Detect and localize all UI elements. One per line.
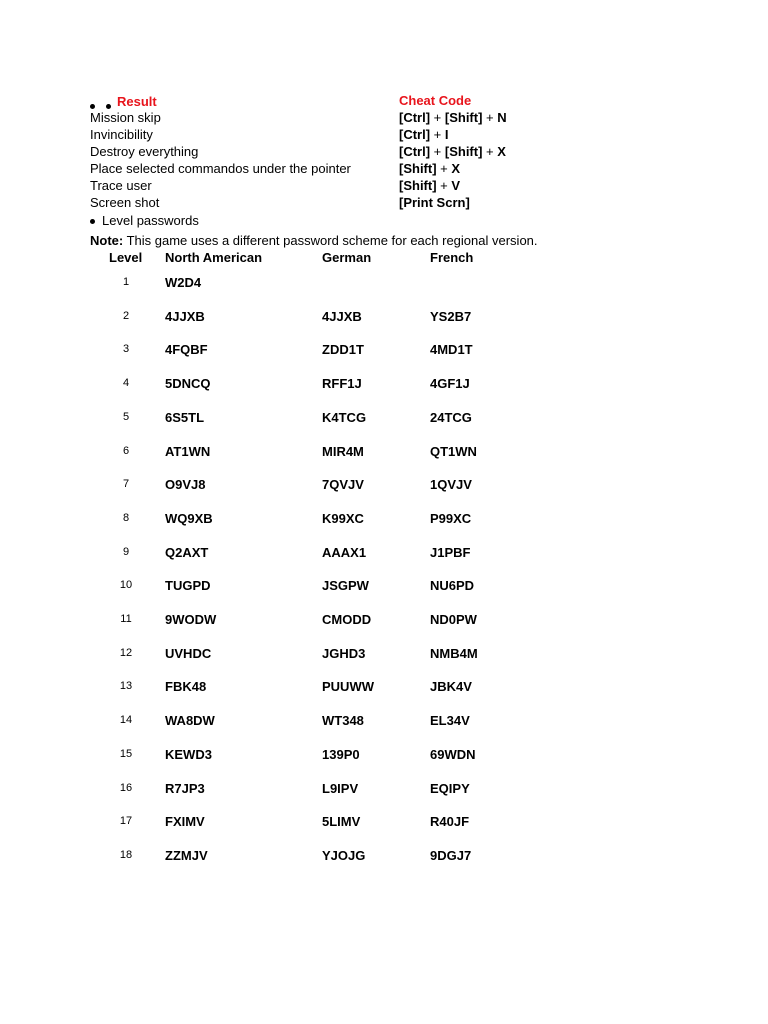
cheat-code-key: X <box>451 161 461 176</box>
french-cell: 69WDN <box>430 747 476 762</box>
table-row <box>0 375 768 392</box>
table-row <box>0 510 768 527</box>
note-body: This game uses a different password scheme for each regional version. <box>123 233 538 248</box>
table-row <box>0 577 768 594</box>
cheat-code-key: [Ctrl] <box>399 144 431 159</box>
french-cell: P99XC <box>430 511 472 526</box>
french-cell: 1QVJV <box>430 477 472 492</box>
level-cell: 3 <box>122 343 130 355</box>
cheat-code-plus: + <box>430 144 445 159</box>
cheat-code-key: [Ctrl] <box>399 127 431 142</box>
north-american-cell: R7JP3 <box>165 781 205 796</box>
table-row <box>0 443 768 460</box>
french-cell: J1PBF <box>430 545 471 560</box>
north-american-cell: AT1WN <box>165 444 211 459</box>
cheat-code-plus: + <box>482 110 498 125</box>
german-cell: 4JJXB <box>322 309 362 324</box>
north-american-cell: W2D4 <box>165 275 202 290</box>
table-row <box>0 746 768 763</box>
north-american-cell: 4JJXB <box>165 309 205 324</box>
german-cell: YJOJG <box>322 848 366 863</box>
level-cell: 6 <box>122 445 130 457</box>
cheat-result: Trace user <box>90 178 152 193</box>
north-american-cell: 5DNCQ <box>165 376 211 391</box>
french-cell: NMB4M <box>430 646 478 661</box>
french-cell: JBK4V <box>430 679 472 694</box>
header-north-american: North American <box>165 250 263 265</box>
french-cell: 4MD1T <box>430 342 473 357</box>
level-cell: 15 <box>119 748 133 760</box>
german-cell: ZDD1T <box>322 342 364 357</box>
table-row <box>0 611 768 628</box>
cheat-result: Destroy everything <box>90 144 199 159</box>
north-american-cell: FBK48 <box>165 679 207 694</box>
level-cell: 8 <box>122 512 130 524</box>
header-level: Level <box>109 250 143 265</box>
cheat-code-key: N <box>497 110 507 125</box>
cheat-code-plus: + <box>436 178 452 193</box>
cheat-result: Place selected commandos under the pointer <box>90 161 351 176</box>
cheat-code-key: X <box>497 144 506 159</box>
french-cell: 24TCG <box>430 410 472 425</box>
table-row <box>0 476 768 493</box>
table-row <box>0 409 768 426</box>
table-row <box>0 308 768 325</box>
north-american-cell: O9VJ8 <box>165 477 206 492</box>
cheat-header-bullets <box>90 98 111 106</box>
cheat-code-key: [Shift] <box>444 110 483 125</box>
cheat-result: Screen shot <box>90 195 160 210</box>
cheat-result: Invincibility <box>90 127 153 142</box>
german-cell: RFF1J <box>322 376 362 391</box>
french-cell: YS2B7 <box>430 309 472 324</box>
north-american-cell: TUGPD <box>165 578 211 593</box>
level-cell: 9 <box>122 546 130 558</box>
north-american-cell: 9WODW <box>165 612 217 627</box>
german-cell: PUUWW <box>322 679 374 694</box>
level-cell: 1 <box>122 276 130 288</box>
cheat-code <box>399 126 449 143</box>
table-row <box>0 341 768 358</box>
french-cell: 4GF1J <box>430 376 470 391</box>
table-row <box>0 780 768 797</box>
cheat-code <box>399 143 506 160</box>
french-cell: ND0PW <box>430 612 477 627</box>
table-row <box>0 712 768 729</box>
cheat-row <box>0 109 768 126</box>
german-cell: 7QVJV <box>322 477 364 492</box>
table-row <box>0 678 768 695</box>
german-cell: JGHD3 <box>322 646 366 661</box>
north-american-cell: WA8DW <box>165 713 215 728</box>
table-row <box>0 847 768 864</box>
table-row <box>0 544 768 561</box>
level-cell: 13 <box>119 680 133 692</box>
level-cell: 17 <box>119 815 133 827</box>
cheat-code-key: [Shift] <box>444 144 483 159</box>
french-cell: QT1WN <box>430 444 477 459</box>
level-passwords-item <box>90 212 199 229</box>
level-cell: 16 <box>119 782 133 794</box>
cheat-code-plus: + <box>482 144 498 159</box>
cheat-code <box>399 160 460 177</box>
cheat-code-key: I <box>444 127 449 142</box>
german-cell: AAAX1 <box>322 545 367 560</box>
german-cell: 5LIMV <box>322 814 361 829</box>
cheat-code-key: [Print Scrn] <box>399 195 470 210</box>
cheat-result: Mission skip <box>90 110 161 125</box>
level-passwords-label: Level passwords <box>102 213 199 228</box>
header-german: German <box>322 250 372 265</box>
cheat-header-result: Result <box>117 94 157 109</box>
french-cell: 9DGJ7 <box>430 848 472 863</box>
german-cell: JSGPW <box>322 578 369 593</box>
cheat-row <box>0 194 768 211</box>
german-cell: 139P0 <box>322 747 360 762</box>
german-cell: MIR4M <box>322 444 364 459</box>
level-cell: 11 <box>120 613 132 625</box>
german-cell: L9IPV <box>322 781 359 796</box>
level-cell: 10 <box>119 579 133 591</box>
note-label: Note: <box>90 233 124 248</box>
cheat-code-plus: + <box>436 161 452 176</box>
level-cell: 7 <box>122 478 130 490</box>
cheat-code-key: V <box>451 178 461 193</box>
cheat-header-code: Cheat Code <box>399 93 472 108</box>
north-american-cell: 4FQBF <box>165 342 208 357</box>
cheat-row <box>0 143 768 160</box>
cheat-code <box>399 109 507 126</box>
bullet-icon <box>90 219 95 224</box>
table-row <box>0 645 768 662</box>
level-cell: 2 <box>122 310 130 322</box>
north-american-cell: 6S5TL <box>165 410 205 425</box>
german-cell: K4TCG <box>322 410 367 425</box>
cheat-code-key: [Shift] <box>399 161 437 176</box>
table-row <box>0 274 768 291</box>
north-american-cell: Q2AXT <box>165 545 209 560</box>
cheat-code-key: [Ctrl] <box>399 110 431 125</box>
cheat-code-plus: + <box>430 127 445 142</box>
cheat-code-plus: + <box>430 110 445 125</box>
cheat-row <box>0 177 768 194</box>
cheat-code <box>399 177 460 194</box>
cheat-row <box>0 126 768 143</box>
french-cell: NU6PD <box>430 578 475 593</box>
north-american-cell: WQ9XB <box>165 511 213 526</box>
note-text <box>90 232 538 249</box>
north-american-cell: FXIMV <box>165 814 205 829</box>
german-cell: CMODD <box>322 612 372 627</box>
cheat-code-key: [Shift] <box>399 178 437 193</box>
german-cell: WT348 <box>322 713 364 728</box>
level-cell: 18 <box>119 849 133 861</box>
north-american-cell: UVHDC <box>165 646 212 661</box>
french-cell: R40JF <box>430 814 470 829</box>
table-row <box>0 813 768 830</box>
north-american-cell: KEWD3 <box>165 747 212 762</box>
cheat-row <box>0 160 768 177</box>
north-american-cell: ZZMJV <box>165 848 208 863</box>
level-cell: 4 <box>122 377 130 389</box>
french-cell: EQIPY <box>430 781 470 796</box>
cheat-code <box>399 194 470 211</box>
french-cell: EL34V <box>430 713 470 728</box>
german-cell: K99XC <box>322 511 364 526</box>
header-french: French <box>430 250 474 265</box>
level-cell: 14 <box>119 714 133 726</box>
level-cell: 5 <box>122 411 130 423</box>
level-cell: 12 <box>119 647 133 659</box>
